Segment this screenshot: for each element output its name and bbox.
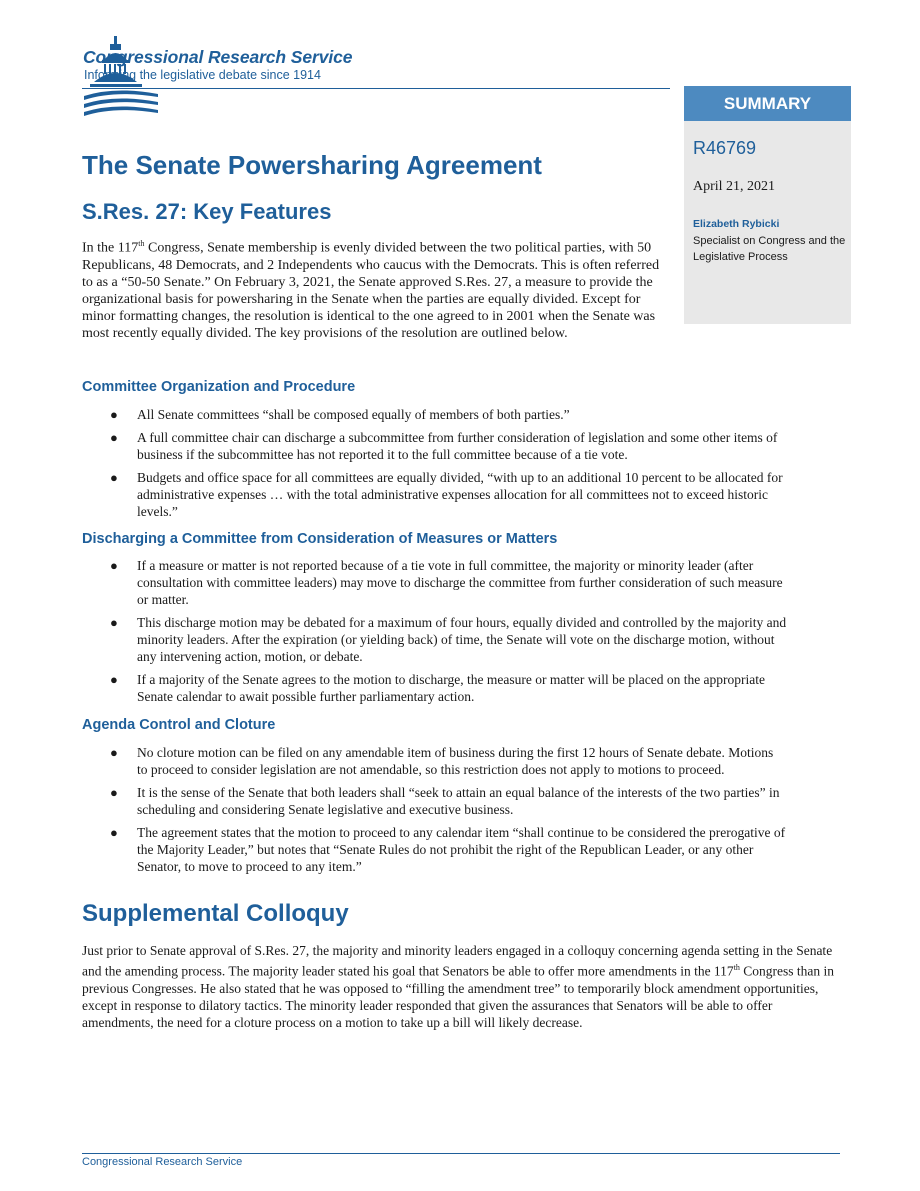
section-heading-colloquy: Supplemental Colloquy	[82, 900, 349, 927]
bullet-list	[0, 557, 920, 711]
bullet-icon: ●	[110, 407, 118, 422]
bullet-icon: ●	[110, 558, 118, 573]
section-heading-committee: Committee Organization and Procedure	[82, 379, 356, 395]
author-name: Elizabeth Rybicki	[693, 218, 780, 230]
bullet-list	[0, 744, 920, 881]
colloquy-paragraph: Just prior to Senate approval of S.Res. 27, the majority and minority leaders engaged in a colloquy concerning agenda setting in the Senate and the amending process. The majority leader stated his goal that Senators be able to offer more amendments in the 117th Congress than in previous Congresses. He also stated that he was opposed to “filling the amendment tree” to temporarily block amendment opportunities, except in response to dilatory tactics. The minority leader responded that given the assurances that Senators will be able to offer amendments, the need for a cloture process on a motion to take up a bill will likely decrease.	[82, 943, 835, 1030]
bullet-icon: ●	[110, 745, 118, 760]
footer-divider	[82, 1153, 840, 1154]
list-item: ● If a majority of the Senate agrees to the motion to discharge, the measure or matter will be placed on the appropriate Senate calendar to await possible further parliamentary action.	[110, 672, 766, 704]
footer-text: Congressional Research Service	[82, 1156, 243, 1168]
page-title: The Senate Powersharing Agreement	[82, 150, 542, 180]
list-item: ● A full committee chair can discharge a subcommittee from further consideration of legislation and some other items of business if the subcommittee has not reported it to the full committee because of a tie vote.	[110, 430, 778, 462]
bullet-icon: ●	[110, 470, 118, 485]
list-item: ● It is the sense of the Senate that both leaders shall “seek to attain an equal balance of the interests of the two parties” in scheduling and considering Senate legislative and executive business.	[110, 785, 780, 817]
intro-paragraph: In the 117th Congress, Senate membership is evenly divided between the two political parties, with 50 Republicans, 48 Democrats, and 2 Independents who caucus with the Democrats. This is often referred to as a “50-50 Senate.” On February 3, 2021, the Senate approved S.Res. 27, a measure to provide the organizational basis for powersharing in the Senate when the parties are equally divided. Except for minor formatting changes, the resolution is identical to the one agreed to in 2001 when the Senate was most recently equally divided. The key provisions of the resolution are outlined below.	[82, 239, 660, 341]
list-item: ● This discharge motion may be debated for a maximum of four hours, equally divided and controlled by the majority and minority leaders. After the expiration (or yielding back) of time, the Senate will vote on the discharge motion, without any intervening action, motion, or debate.	[110, 615, 787, 664]
list-item: ● The agreement states that the motion to proceed to any calendar item “shall continue to be considered the prerogative of the Majority Leader,” but notes that “Senate Rules do not prohibit the right of the Republican Leader, or any other Senator, to move to proceed to any item.”	[110, 825, 786, 874]
bullet-icon: ●	[110, 785, 118, 800]
summary-sidebar	[684, 86, 851, 324]
org-name: Congressional Research Service	[83, 47, 353, 67]
bullet-icon: ●	[110, 430, 118, 445]
section-heading-agenda: Agenda Control and Cloture	[82, 717, 276, 733]
bullet-icon: ●	[110, 825, 118, 840]
list-item: ● All Senate committees “shall be composed equally of members of both parties.”	[110, 407, 570, 422]
org-tagline: Informing the legislative debate since 1914	[84, 68, 321, 82]
page-subtitle: S.Res. 27: Key Features	[82, 199, 332, 224]
summary-heading: SUMMARY	[684, 86, 851, 121]
report-date: April 21, 2021	[693, 179, 776, 194]
list-item: ● No cloture motion can be filed on any amendable item of business during the first 12 hours of Senate debate. Motions to proceed to consider legislation are not amendable, so this restriction does not apply to motions to proceed.	[110, 745, 774, 777]
list-item: ● Budgets and office space for all committees are equally divided, “with up to an additional 10 percent to be allocated for administrative expenses … with the total administrative expenses allocation for all committees not to exceed historic levels.”	[110, 470, 783, 519]
bullet-list	[0, 406, 920, 526]
bullet-icon: ●	[110, 672, 118, 687]
report-number: R46769	[693, 138, 757, 158]
list-item: ● If a measure or matter is not reported because of a tie vote in full committee, the majority or minority leader (after consultation with committee leaders) may move to discharge the committee from further consideration of such measure or matter.	[110, 558, 783, 607]
bullet-icon: ●	[110, 615, 118, 630]
section-heading-discharging: Discharging a Committee from Consideration of Measures or Matters	[82, 531, 558, 547]
author-title: Specialist on Congress and the Legislative Process	[693, 235, 846, 263]
header-divider	[82, 88, 670, 89]
